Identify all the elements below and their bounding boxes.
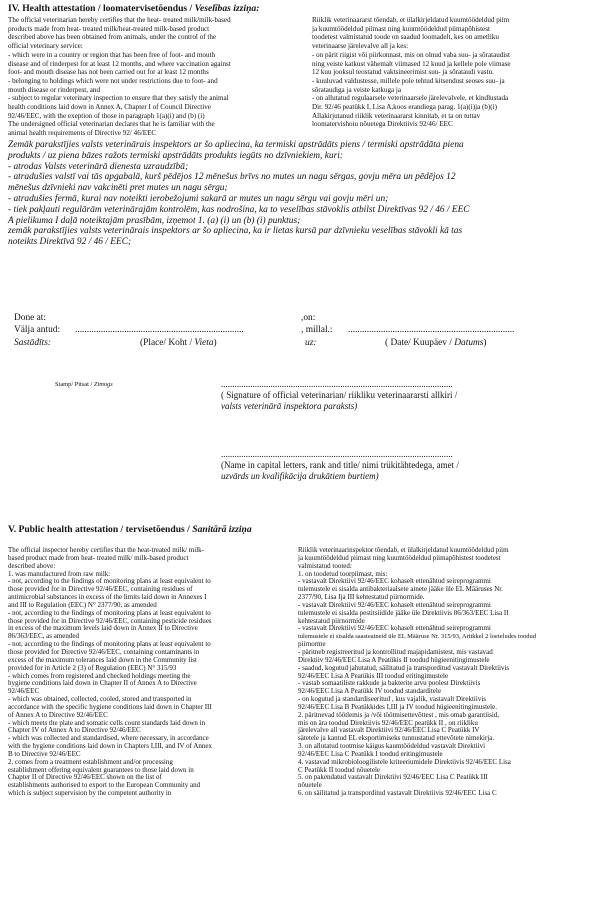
section-iv-heading-text: IV. Health attestation / loomatervisetõendus / bbox=[8, 3, 195, 14]
text-line: health conditions laid down in Annex A, Chapter I of Council Directive bbox=[8, 103, 211, 112]
compiled-label: Sastādīts: bbox=[14, 338, 51, 348]
text-line: - which was collected and standardised, where necessary, in accordance bbox=[8, 734, 209, 743]
text-line: Direktiiv 92/46/EEC Lisa A Peatükis II toodud hügieenitingimustele bbox=[298, 655, 490, 664]
signature-caption-lv: valsts veterinārā inspektora paraksts) bbox=[221, 401, 358, 411]
text-line: products made from heat- treated milk/heat-treated milk-based product bbox=[8, 24, 210, 33]
text-line: - on pärit riigist või piirkonnast, mis on olnud vaba suu- ja sõrataudist bbox=[312, 50, 511, 59]
text-line: - on kogutud ja standardiseeritud , kus vajalik, vastavalt Direktiivis bbox=[298, 695, 486, 704]
text-line: 5. on pakendatud vastavalt Direktiivi 92/46/EEC Lisa C Peatükk III bbox=[298, 773, 488, 782]
text-line: and III to Regulation (EEC) N° 2377/90, as amended bbox=[8, 600, 157, 609]
section-iv-latvian-text bbox=[8, 140, 598, 248]
section-v-english-text bbox=[8, 547, 298, 798]
text-line: 3. on allutatud tootmise käigus kaumtöödeldud vastavalt Direktiivi bbox=[298, 742, 486, 751]
text-line: accordance with the specific hygiene conditions laid down in Chapter III bbox=[8, 702, 212, 711]
place-caption-lv: Vieta bbox=[194, 338, 214, 348]
issued-at-label: Välja antud: bbox=[14, 325, 61, 335]
text-line: - which were in a country or region that has been free of foot- and mouth bbox=[8, 50, 216, 59]
section-v-estonian-text bbox=[298, 547, 598, 798]
text-line: tulemustele ei sisalda pestitsiidide jääke üle Direktiivis 86/363/EEC Lisa II bbox=[298, 608, 509, 617]
place-fill-line[interactable]: ........................................................................ bbox=[75, 325, 244, 335]
text-line: Chapter II of Directive 92/46/EEC shown on the list of bbox=[8, 773, 162, 782]
date-caption-text: ( Date/ Kuupäev / bbox=[385, 338, 455, 348]
text-line: produkts / uz piena bāzes ražots termiski apstrādāts produkts iegūts no dzīvniekiem, kuri: bbox=[8, 150, 343, 161]
text-line: tulemustele ei sisalda antibakteriaalsete ainete jääke üle EL Määruses Nr. bbox=[298, 585, 503, 594]
text-line: B to Directive 92/46/EEC bbox=[8, 749, 81, 758]
text-line: järelevalve all vastavalt Direktiivi 92/46/EEC Lisa C Peatükk IV bbox=[298, 726, 480, 735]
date-caption-lv: Datums bbox=[454, 338, 484, 348]
text-line: veterinaarse järelevalve all ja kes: bbox=[312, 42, 409, 51]
text-line: mis on ära toodud Direktiivis 92/46/EEC peatükk II , on riikliku bbox=[298, 718, 478, 727]
text-line: establishment offering equivalent guarantees to those laid down in bbox=[8, 765, 194, 774]
text-line: C Peatükk II toodud nõuetele bbox=[298, 765, 381, 774]
text-line: based product made from heat- treated milk/ milk-based product bbox=[8, 553, 189, 562]
text-line: Riiklik veterinaararst tõendab, et ülalkirjeldatud kuumtöödeldud piim bbox=[312, 16, 510, 24]
text-line: - which meets the plate and somatic cells count standards laid down in bbox=[8, 718, 206, 727]
text-line: ja kuumtöödeldud piimast ning kuumtöödeldud piimapõhistest toodetest bbox=[298, 553, 501, 562]
text-line: described above has been obtained from animals, under the control of the bbox=[8, 33, 217, 42]
text-line: - atradušies fermā, kurai nav noteikti ierobežojumi sakarā ar mutes un nagu sērgu vai govju mēri un; bbox=[8, 193, 389, 204]
text-line: - subject to regular veterinary inspection to ensure that they satisfy the animal bbox=[8, 94, 229, 103]
text-line: 12 kuu jooksul teostatud vaktsineerimist suu- ja sõrataudi vastu. bbox=[312, 68, 494, 77]
section-v-heading bbox=[8, 524, 252, 535]
section-iv-english-text bbox=[8, 16, 300, 138]
signature-block bbox=[221, 379, 457, 412]
text-line: ja kuumtöödeldud piimast ning kuumtöödeldud piimapõhistest bbox=[312, 24, 490, 33]
when-label: , millal.: bbox=[301, 325, 333, 335]
date-caption: ( Date/ Kuupäev / Datums) bbox=[385, 338, 487, 348]
section-v-heading-text: V. Public health attestation / tervisetõendus / bbox=[8, 524, 193, 535]
date-fill-line[interactable]: ....................................................................... bbox=[348, 325, 515, 335]
name-block bbox=[221, 449, 459, 482]
text-line: - kuuluvad valdustesse, millele pole tehtud kitsendust seoses suu- ja bbox=[312, 76, 505, 85]
text-line: mouth disease or rinderpest, and bbox=[8, 85, 100, 94]
name-line[interactable]: ....................................................................................................... bbox=[221, 449, 453, 459]
text-line: - belonging to holdings which were not under restrictions due to foot- and bbox=[8, 76, 218, 85]
section-iv-estonian-text bbox=[312, 16, 598, 129]
place-caption: (Place/ Koht / Vieta) bbox=[140, 338, 217, 348]
text-line: - which was obtained, collected, cooled, stored and transported in bbox=[8, 695, 192, 704]
text-line: 2. päritnevad töötlemis ja /või töötmisettevõttest , mis omab garantiisid, bbox=[298, 710, 500, 719]
text-line: those provided for in Directive 92/46/EEC, containing pesticide residues bbox=[8, 616, 212, 625]
text-line: - päritneb registreeritud ja kontrollitud majapidamistest, mis vastavad bbox=[298, 647, 493, 656]
text-line: Allakirjutanud riiklik veterinaararst kinnitab, et ta on tuttav bbox=[312, 111, 481, 120]
text-line: mēnešus dzīvnieki nav vakcinēti pret mutes un nagu sērgu; bbox=[8, 183, 228, 194]
text-line: foot- and mouth disease has not been carried out for at least 12 months bbox=[8, 68, 209, 77]
text-line: with the hygiene conditions laid down in Chapters I,III, and IV of Annex bbox=[8, 742, 212, 751]
text-line: - not, according to the findings of monitoring plans at least equivalent to bbox=[8, 608, 211, 617]
text-line: antimicrobial substances in excess of the limits laid down in Annexes I bbox=[8, 593, 207, 602]
text-line: 2. comes from a treatment establishment and/or processing bbox=[8, 757, 173, 766]
text-line: Riiklik veterinaarinspektor tõendab, et ülalkirjeldatud kuumtöödeldud piim bbox=[298, 546, 509, 554]
text-line: A pielikuma I daļā noteiktajām prasībām, izņemot 1. (a) (i) un (b) (i) punktus; bbox=[8, 215, 301, 226]
text-line: loomatervishoiu nõuetega Direktiivis 92/46/ EEC bbox=[312, 120, 453, 129]
signature-line[interactable]: ....................................................................................................... bbox=[221, 379, 453, 389]
section-v-heading-lv: Sanitārā izziņa bbox=[192, 524, 252, 535]
text-line: excess of the maximum tolerances laid down in the Community list bbox=[8, 655, 197, 664]
text-line: - not, according to the findings of monitoring plans at least equivalent to bbox=[8, 577, 211, 586]
text-line: The undersigned official veterinarian declares that he is familiar with the bbox=[8, 120, 215, 129]
text-line: zemāk parakstījies valsts veterinārais inspektors ar šo apliecina, ka ir lietas kursā par dzīvnieku veselības stāvokli kā tas bbox=[8, 226, 463, 237]
text-line: sõrataudiga ja veiste katkuga ja bbox=[312, 85, 402, 94]
text-line: piirnorme bbox=[298, 640, 326, 649]
text-line: - vastavalt Direktiivi 92/46/EEC kohaselt ettenähtud seireprogrammi bbox=[298, 577, 491, 586]
text-line: nõuetele bbox=[298, 781, 322, 790]
text-line: sätetele ja kantud EL eksportimiseks tunnustatud ettevõtete nimekirja. bbox=[298, 734, 495, 743]
text-line: hygiene conditions laid down in Chapter II of Annex A to Directive bbox=[8, 679, 197, 688]
text-line: official veterinary service: bbox=[8, 42, 83, 51]
text-line: The official veterinarian hereby certifies that the heat- treated milk/milk-based bbox=[8, 16, 231, 24]
section-iv-heading bbox=[8, 3, 259, 14]
stamp-label-lv: Zīmogs bbox=[93, 381, 113, 388]
text-line: - vastavalt Direktiivi 92/46/EEC kohaselt ettenähtud seireprogrammi bbox=[298, 600, 491, 609]
text-line: - vastab somaatiliste rakkude ja bakterite arvu poolest Direktiivis bbox=[298, 679, 481, 688]
text-line: noteikts Direktīvā 92 / 46 / EEC; bbox=[8, 237, 132, 248]
text-line: establishments authorised to export to the European Community and bbox=[8, 781, 201, 790]
text-line: those provided for in Directive 92/46/EEC, containing residues of bbox=[8, 585, 193, 594]
text-line: kehtestatud piirnormide bbox=[298, 616, 365, 625]
text-line: described above: bbox=[8, 561, 56, 570]
signature-caption: ( Signature of official veterinarian/ riikliku veterinaararsti allkiri / bbox=[221, 390, 458, 400]
stamp-label-text: Stamp/ Pitsat / bbox=[55, 381, 94, 388]
text-line: toodetest valmistatud toode on saadud loomadelt, kes on ametliku bbox=[312, 33, 499, 42]
text-line: ning veiste katkust vähemalt viimased 12 kuud ja kellele pole viimase bbox=[312, 59, 511, 68]
text-line: 92/46/EEC, with the exeption of those in paragraph 1(a)(i) and (b) (i) bbox=[8, 111, 205, 120]
name-caption-lv: uzvārds un kvalifikācija drukātiem burtiem) bbox=[221, 471, 379, 481]
text-line: - not, according to the findings of monitoring plans at least equivalent to bbox=[8, 640, 211, 649]
text-line: - atrodas Valsts veterinārā dienesta uzraudzībā; bbox=[8, 161, 189, 172]
text-line: The official inspector hereby certifies that the heat-treated milk/ milk- bbox=[8, 546, 204, 554]
text-line: 86/363/EEC, as amended bbox=[8, 632, 79, 641]
text-line: disease and of rinderpest for at least 12 months, and where vaccination against bbox=[8, 59, 231, 68]
text-line: - which comes from registered and checked holdings meeting the bbox=[8, 671, 191, 680]
name-caption: (Name in capital letters, rank and title/ nimi trükitähtedega, amet / bbox=[221, 460, 459, 470]
on-label: ,on: bbox=[301, 313, 316, 323]
text-line: - vastavalt Direktiivi 92/46/EEC kohaselt ettenähtud seireprogrammi bbox=[298, 624, 491, 633]
text-line: those provided for Directive 92/46/EEC, containing contaminants in bbox=[8, 647, 200, 656]
text-line: tulemustele ei sisalda saasteaineid üle EL Määruse Nr. 315/93, Artikkel 2 loeteludes toodud bbox=[298, 633, 537, 641]
text-line: 92/46/EEC Lisa A Peatükk IV toodud standarditele bbox=[298, 687, 441, 696]
text-line: 6. on säilitatud ja transporditud vastavalt Direktiivis 92/46/EEC Lisa C bbox=[298, 789, 497, 798]
text-line: 92/46/EEC bbox=[8, 687, 40, 696]
place-caption-text: (Place/ Koht / bbox=[140, 338, 195, 348]
text-line: 92/46/EEC Lisa B Peatükkides I,III ja IV toodud hügieenitingimustele. bbox=[298, 702, 497, 711]
text-line: 92/46/EEC Lisa C Peatükk I toodud eritingimustele bbox=[298, 749, 443, 758]
text-line: Dir. 92/46 peatükk I, Lisa A,koos erandiega parag. 1(a)(i)ja (b)(i) bbox=[312, 103, 497, 112]
text-line: valmistatud tooted: bbox=[298, 561, 352, 570]
text-line: - atradušies valstī vai tās apgabalā, kurš pēdējos 12 mēnešus brīvs no mutes un nagu sērgas, govju mēra un pēdējos 12 bbox=[8, 172, 456, 183]
text-line: animal health requirements of Directive 92/ 46/EEC bbox=[8, 129, 157, 138]
text-line: 1. was manufactured from raw milk: bbox=[8, 569, 111, 578]
text-line: provided for in Article 2 (3) of Regulation (EEC) N° 315/93 bbox=[8, 663, 177, 672]
text-line: - tiek pakļauti regulārām veterinārajām kontrolēm, kas nodrošina, ka to veselības stāvoklis atbilst Direktīvas 92 / 46 / EEC bbox=[8, 204, 470, 215]
text-line: 2377/90, Lisa Ija III kehtestatud piirnormide. bbox=[298, 593, 425, 602]
text-line: - saadud, kogutud jahutatud, säilitatud ja transporditud vastavalt Direktiivis bbox=[298, 663, 510, 672]
text-line: 92/46/EEC Lisa A Peatükis III toodud eritingimustele bbox=[298, 671, 449, 680]
on-date-label: uz: bbox=[305, 338, 317, 348]
text-line: 1. on toodetud toorpiimast, mis: bbox=[298, 569, 388, 578]
text-line: 4. vastavad mikrobioloogilistele kriteeriumidele Direktiivis 92/46/EEC Lisa bbox=[298, 757, 511, 766]
text-line: of Annex A to Directive 92/46/EEC bbox=[8, 710, 108, 719]
text-line: in excess of the maximum levels laid down in Annex II to Directive bbox=[8, 624, 198, 633]
text-line: - on allutatud regulaarsele veterinaarsele järelevalvele, et kindlustada bbox=[312, 94, 509, 103]
text-line: Zemāk parakstījies valsts veterinārais inspektors ar šo apliecina, ka termiski apstrādāts piens / termiski apstrādāta piena bbox=[8, 140, 464, 150]
text-line: Chapter IV of Annex A to Directive 92/46/EEC bbox=[8, 726, 141, 735]
section-iv-heading-lv: Veselības izziņa: bbox=[194, 3, 260, 14]
text-line: which is subject supervision by the competent authority in bbox=[8, 789, 172, 798]
done-at-label: Done at: bbox=[14, 313, 47, 323]
stamp-label bbox=[55, 381, 113, 388]
